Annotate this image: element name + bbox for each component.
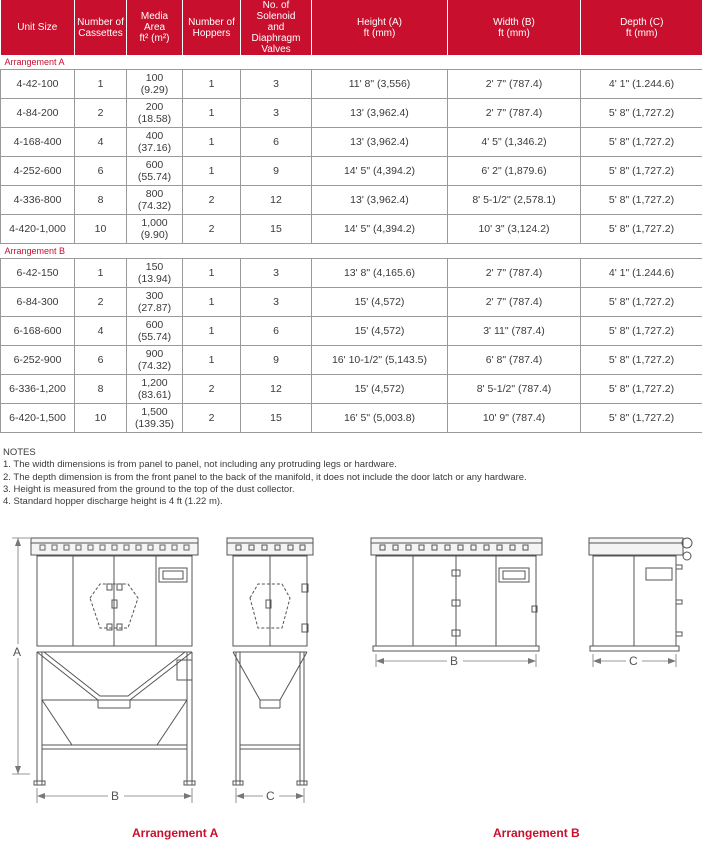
cell-valves: 6 (241, 128, 312, 157)
cell-width: 3' 11" (787.4) (448, 317, 581, 346)
cell-cassettes: 10 (75, 404, 127, 433)
cell-unit: 4-420-1,000 (1, 215, 75, 244)
cell-height: 13' (3,962.4) (312, 99, 448, 128)
caption-arrangement-a: Arrangement A (132, 826, 219, 840)
cell-unit: 6-84-300 (1, 288, 75, 317)
cell-cassettes: 1 (75, 259, 127, 288)
cell-width: 10' 9" (787.4) (448, 404, 581, 433)
dim-label-b-arr-a: B (111, 789, 120, 803)
cell-valves: 3 (241, 99, 312, 128)
cell-area: 1,000 (9.90) (127, 215, 183, 244)
cell-depth: 4' 1" (1.244.6) (581, 259, 702, 288)
cell-depth: 5' 8" (1,727.2) (581, 404, 702, 433)
header-media-area: Media Area ft² (m²) (127, 0, 183, 55)
header-cassettes: Number of Cassettes (75, 0, 127, 55)
cell-area: 600 (55.74) (127, 157, 183, 186)
cell-depth: 5' 8" (1,727.2) (581, 288, 702, 317)
cell-cassettes: 6 (75, 157, 127, 186)
cell-cassettes: 8 (75, 186, 127, 215)
header-depth: Depth (C) ft (mm) (581, 0, 702, 55)
dim-label-c-arr-a: C (266, 789, 275, 803)
cell-area: 900 (74.32) (127, 346, 183, 375)
note-item: 2. The depth dimension is from the front panel to the back of the manifold, it does not include the door latch or any hardware. (3, 471, 527, 483)
cell-depth: 4' 1" (1.244.6) (581, 70, 702, 99)
cell-cassettes: 2 (75, 288, 127, 317)
cell-valves: 12 (241, 375, 312, 404)
cell-cassettes: 6 (75, 346, 127, 375)
note-item: 3. Height is measured from the ground to the top of the dust collector. (3, 483, 295, 495)
cell-area: 400 (37.16) (127, 128, 183, 157)
arrangement-b-side-view (589, 538, 692, 651)
cell-hoppers: 1 (183, 259, 241, 288)
cell-width: 10' 3" (3,124.2) (448, 215, 581, 244)
arrangement-a-side-view (227, 538, 313, 785)
cell-hoppers: 2 (183, 186, 241, 215)
caption-arrangement-b: Arrangement B (493, 826, 580, 840)
header-height: Height (A) ft (mm) (312, 0, 448, 55)
cell-hoppers: 2 (183, 404, 241, 433)
cell-depth: 5' 8" (1,727.2) (581, 375, 702, 404)
cell-depth: 5' 8" (1,727.2) (581, 128, 702, 157)
cell-width: 6' 2" (1,879.6) (448, 157, 581, 186)
cell-area: 150 (13.94) (127, 259, 183, 288)
cell-height: 16' 5" (5,003.8) (312, 404, 448, 433)
dim-label-c-arr-b: C (629, 654, 638, 668)
cell-cassettes: 2 (75, 99, 127, 128)
cell-hoppers: 1 (183, 157, 241, 186)
cell-height: 13' (3,962.4) (312, 186, 448, 215)
cell-unit: 6-168-600 (1, 317, 75, 346)
cell-area: 600 (55.74) (127, 317, 183, 346)
cell-unit: 6-420-1,500 (1, 404, 75, 433)
cell-width: 2' 7" (787.4) (448, 70, 581, 99)
cell-height: 15' (4,572) (312, 317, 448, 346)
cell-valves: 15 (241, 215, 312, 244)
cell-valves: 3 (241, 70, 312, 99)
cell-width: 2' 7" (787.4) (448, 288, 581, 317)
group-label-b: Arrangement B (4, 246, 66, 256)
cell-height: 11' 8" (3,556) (312, 70, 448, 99)
cell-valves: 3 (241, 259, 312, 288)
cell-unit: 4-84-200 (1, 99, 75, 128)
cell-hoppers: 1 (183, 70, 241, 99)
note-item: 1. The width dimensions is from panel to panel, not including any protruding legs or hardware. (3, 459, 397, 471)
cell-valves: 12 (241, 186, 312, 215)
cell-height: 15' (4,572) (312, 375, 448, 404)
cell-depth: 5' 8" (1,727.2) (581, 215, 702, 244)
cell-hoppers: 2 (183, 375, 241, 404)
cell-area: 200 (18.58) (127, 99, 183, 128)
note-item: 4. Standard hopper discharge height is 4 ft (1.22 m). (3, 496, 223, 508)
cell-area: 1,200 (83.61) (127, 375, 183, 404)
header-hoppers: Number of Hoppers (183, 0, 241, 55)
cell-cassettes: 1 (75, 70, 127, 99)
notes-title: NOTES (3, 447, 36, 458)
cell-hoppers: 1 (183, 128, 241, 157)
cell-unit: 4-336-800 (1, 186, 75, 215)
cell-height: 13' 8" (4,165.6) (312, 259, 448, 288)
cell-hoppers: 1 (183, 288, 241, 317)
cell-width: 4' 5" (1,346.2) (448, 128, 581, 157)
cell-height: 14' 5" (4,394.2) (312, 157, 448, 186)
cell-hoppers: 1 (183, 317, 241, 346)
cell-width: 8' 5-1/2" (2,578.1) (448, 186, 581, 215)
cell-valves: 15 (241, 404, 312, 433)
cell-width: 2' 7" (787.4) (448, 259, 581, 288)
header-valves: No. of Solenoid and Diaphragm Valves (241, 0, 312, 55)
cell-depth: 5' 8" (1,727.2) (581, 99, 702, 128)
cell-width: 6' 8" (787.4) (448, 346, 581, 375)
cell-cassettes: 8 (75, 375, 127, 404)
cell-valves: 9 (241, 157, 312, 186)
cell-area: 800 (74.32) (127, 186, 183, 215)
header-unit-size: Unit Size (1, 0, 75, 55)
cell-cassettes: 10 (75, 215, 127, 244)
cell-height: 14' 5" (4,394.2) (312, 215, 448, 244)
cell-area: 1,500 (139.35) (127, 404, 183, 433)
header-width: Width (B) ft (mm) (448, 0, 581, 55)
cell-unit: 4-168-400 (1, 128, 75, 157)
cell-width: 2' 7" (787.4) (448, 99, 581, 128)
cell-depth: 5' 8" (1,727.2) (581, 317, 702, 346)
cell-unit: 6-42-150 (1, 259, 75, 288)
cell-hoppers: 1 (183, 99, 241, 128)
arrangement-b-front-view (371, 538, 542, 651)
cell-depth: 5' 8" (1,727.2) (581, 157, 702, 186)
dim-label-b-arr-b: B (450, 654, 459, 668)
cell-unit: 4-252-600 (1, 157, 75, 186)
cell-depth: 5' 8" (1,727.2) (581, 346, 702, 375)
cell-unit: 6-336-1,200 (1, 375, 75, 404)
cell-cassettes: 4 (75, 128, 127, 157)
cell-height: 13' (3,962.4) (312, 128, 448, 157)
cell-hoppers: 2 (183, 215, 241, 244)
cell-unit: 6-252-900 (1, 346, 75, 375)
cell-valves: 6 (241, 317, 312, 346)
cell-height: 16' 10-1/2" (5,143.5) (312, 346, 448, 375)
cell-area: 300 (27.87) (127, 288, 183, 317)
cell-cassettes: 4 (75, 317, 127, 346)
cell-valves: 3 (241, 288, 312, 317)
cell-depth: 5' 8" (1,727.2) (581, 186, 702, 215)
group-label-a: Arrangement A (4, 57, 65, 67)
cell-height: 15' (4,572) (312, 288, 448, 317)
arrangement-a-front-view (31, 538, 198, 785)
cell-hoppers: 1 (183, 346, 241, 375)
cell-width: 8' 5-1/2" (787.4) (448, 375, 581, 404)
cell-valves: 9 (241, 346, 312, 375)
dim-label-a: A (13, 645, 22, 659)
cell-area: 100 (9.29) (127, 70, 183, 99)
cell-unit: 4-42-100 (1, 70, 75, 99)
